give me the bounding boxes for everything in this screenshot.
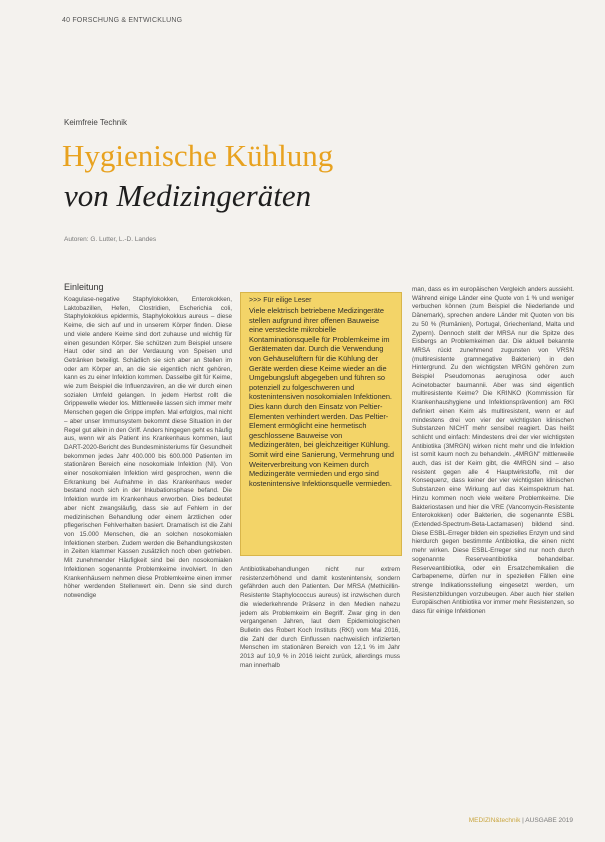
body-text-column-2: Antibiotikabehandlungen nicht nur extrem resistenzerhöhend und damit kostenintensiv, sondern gefährden auch den Patienten. Der MRSA (Methicillin-Resistente Staphylococcus aureus) ist inzwischen durch die wiederkehrende Präsenz in den Medien nahezu jedem als Problemkeim ein Begriff. Zwar ging in den vergangenen Jahren, laut dem Epidemiologischen Bulletin des Robert Koch Instituts (RKI) vom Mai 2016, die Zahl der durch Einflussen nachweislich infizierten Menschen im stationären Bereich von 12,1 % im Jahr 2013 auf 10,9 % in 2016 leicht zurück, allerdings muss man innerhalb [240, 566, 400, 669]
article-title: Hygienische Kühlung [62, 138, 334, 173]
article-kicker: Keimfreie Technik [64, 118, 127, 127]
page-footer: MEDIZIN&technik | AUSGABE 2019 [468, 817, 573, 824]
intro-heading: Einleitung [64, 282, 104, 292]
infobox-body: Viele elektrisch betriebene Medizingeräte stellen aufgrund ihrer offenen Bauweise eine versteckte mikrobielle Kontaminationsquelle für Problemkeime im Gerätematen dar. Durch die Verwendung von Gehäuselüftern für die Kühlung der Geräte werden diese Keime wieder an die Umgebungsluft abgegeben und führen so potenziell zu folgeschweren und kostenintensiven nosokomialen Infektionen. Dies kann durch den Einsatz von Peltier-Elementen verhindert werden. Das Peltier-Element ermöglicht eine hermetisch geschlossene Bauweise von Medizingeräten, bei gleichzeitiger Kühlung. Somit wird eine Sanierung, Vermehrung und Weiterverbreitung von Keimen durch Medizingeräte vermieden und ergo sind kostenintensive Infektionsquelle vermieden. [249, 306, 395, 488]
body-column-2 [240, 566, 400, 670]
footer-issue: AUSGABE 2019 [525, 817, 573, 824]
footer-brand: MEDIZIN&technik [468, 817, 521, 824]
article-subtitle: von Medizingeräten [64, 178, 312, 213]
summary-infobox [240, 292, 402, 556]
article-authors: Autoren: G. Lutter, L.-D. Landes [64, 236, 157, 243]
body-column-1 [64, 296, 232, 601]
body-text-column-1: Koagulase-negative Staphylokokken, Enterokokken, Laktobazillen, Hefen, Clostridien, Escherichia coli, Staphylokokkus epidermis, Staphylokokkus aureus – diese Keime, die sich auf und in unserem Körper finden. Diese und viele andere Keime sind dort zuhause und wichtig für einen gesunden Körper. Sie schützen zum Beispiel unsere Haut oder sind an der Verdauung von Speisen und Getränken beteiligt. Schädlich sie sich aber an Stellen im oder am Körper an, an die sie eigentlich nicht gehören, kann es zu einer Infektion kommen. Dasselbe gilt für Keime, wie zum Beispiel die Influenzaviren, an die wir durch einen sozialen Umfeld gelangen. In jedem Herbst rollt die Grippewelle wieder los. Mittlerweile lassen sich immer mehr Menschen gegen die Grippe impfen. Mal erfolglos, mal nicht – aber unser Immunsystem bekommt diese Situation in der Regel gut allein in den Griff. Anders hingegen geht es häufig aus, wenn wir als Patient ins Krankenhaus kommen, laut DART-2020-Bericht des Bundesministeriums für Gesundheit bekommen jedes Jahr 400.000 bis 600.000 Patienten im stationären Bereich eine nosokomiale Infektion (NI). Von einer nosokomialen Infektion wird gesprochen, wenn die Erkrankung bei Aufnahme in das Krankenhaus weder bestand noch sich in der Inkubationsphase befand. Die Infektion wurde im Krankenhaus erworben. Dies bedeutet aber nicht zwangsläufig, dass sie auf Fehlern in der medizinischen Behandlung oder einem ärztlichen oder pflegerischen Fehlverhalten basiert. Dramatisch ist die Zahl von 15.000 Menschen, die an solchen nosokomialen Infektionen sterben. Zudem werden die Behandlungskosten in Zeiten klammer Kassen zusätzlich noch oben getrieben. Mit zunehmender Häufigkeit sind bei den nosokomialen Infektionen sogenannte Problemkeime involviert. In den Krankenhäusern nehmen diese Problemkeime einen immer höher werdenden Stellenwert ein. Denn sie sind durch notwendige [64, 296, 232, 599]
infobox-heading: >>> Für eilige Leser [249, 297, 312, 304]
body-text-column-3: man, dass es im europäischen Vergleich anders aussieht. Während einige Länder eine Quote von 1 % und weniger verbuchen können (zum Beispiel die Niederlande und Dänemark), sprechen andere Länder mit Quoten von bis zu 50 % (Rumänien), Portugal, Griechenland, Malta und Zypern). Dennoch stellt der MRSA nur die Spitze des Eisbergs an Problemkeimen dar. Die aktuell bekannte MRSA rückt zunehmend zugunsten von VRSN (multiresistente gramnegative Bakterien) in den Hintergrund. Zu den wichtigsten MRGN gehören zum Beispiel Pseudomonas aeruginosa oder auch Acinetobacter baumannii. Aber was sind eigentlich multiresistente Keime? Die KRINKO (Kommission für Krankenhaushygiene und Infektionsprävention) am RKI definiert einen Keim als multiresistent, wenn er auf mindestens drei von vier der wichtigsten klinischen Substanzen NICHT mehr sensibel reagiert. Das heißt schlicht und einfach: Mindestens drei der vier wichtigsten Antibiotika (3MRGN) wirken nicht mehr und die Infektion ist somit kaum noch zu behandeln. „4MRGN" mittlerweile auch, das ist der Keim gibt, die 4MRGN sind – also resistent gegen alle 4 Hauptwirkstoffe, mit der Konsequenz, dass keiner der vier wichtigsten klinischen Substanzen eine Wirkung auf das Keimspektrum hat. Hinzu kommen noch viele weitere Problemkeime. Die Bakteriostasen und hier die VRE (Vancomycin-Resistente Enterokokken) oder Bakterien, die sogenannte ESBL (Extended-Spectrum-Beta-Lactamasen) bildend sind. Diese ESBL-Erreger bilden ein spezielles Enzym und sind hierdurch gegen bestimmte Antibiotika, die einen nicht mehr wirken. Diese ESBL-Erreger sind nur noch durch sogenannte Reserveantibiotika behandelbar. Reserveantibiotika, oder ein Ersatzchemikalien die Carbapeneme, dürfen nur in speziellen Fällen eine strenge Indikationsstellung eingesetzt werden, um Resistenzbildungen vorzubeugen. Aber auch hier stellen Europäischen Antibiotika vor immer mehr Resistenzen, so dass für einige Infektionen [412, 286, 574, 616]
running-head: 40 FORSCHUNG & ENTWICKLUNG [62, 17, 183, 24]
body-column-3 [412, 286, 574, 617]
